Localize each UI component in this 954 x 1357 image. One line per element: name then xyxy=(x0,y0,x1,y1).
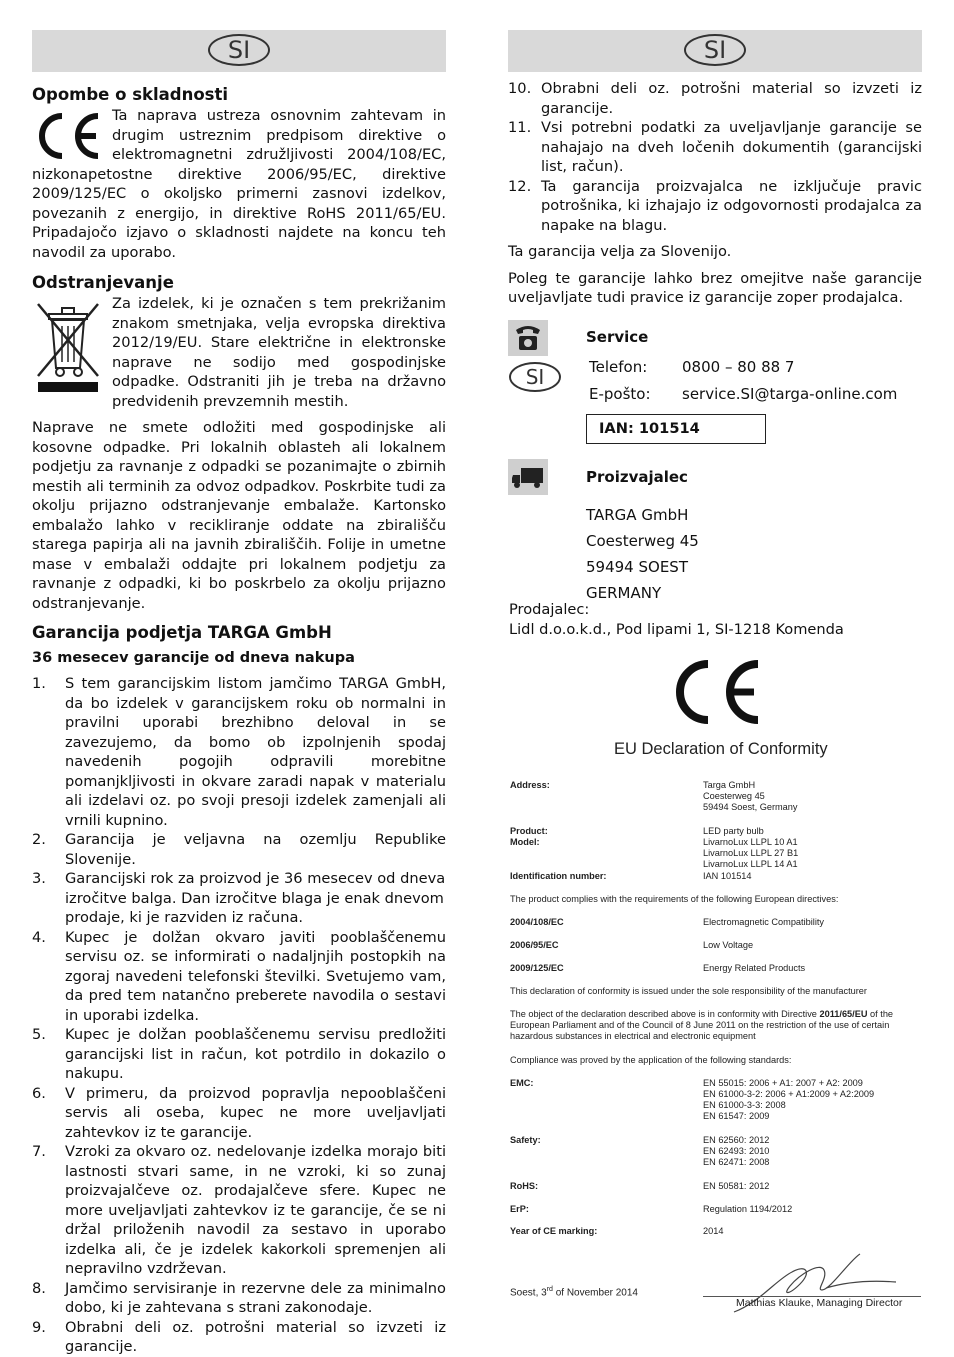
standard-value: EN 50581: 2012 xyxy=(703,1181,770,1191)
identification-value: IAN 101514 xyxy=(703,871,752,881)
signatory-name: Matthias Klauke, Managing Director xyxy=(736,1297,903,1309)
manufacturer-line: GERMANY xyxy=(586,584,662,602)
list-item: 9. Obrabni deli oz. potrošni material so izvzeti iz garancije. xyxy=(32,1318,446,1355)
left-column xyxy=(32,30,446,1357)
object-statement: The object of the declaration described above is in conformity with Directive 2011/65/EU of the European Parliament and of the Council of 8 June 2011 on the restriction of the use of certain hazardous substances in electrical and electronic equipment xyxy=(510,1009,894,1041)
place-date: Soest, 3rd of November 2014 xyxy=(510,1286,638,1299)
ian-box: IAN: 101514 xyxy=(586,414,766,444)
warranty-list-right xyxy=(508,79,922,235)
address-label: Address: xyxy=(510,780,550,790)
standard-label: EMC: xyxy=(510,1078,534,1088)
compliance-text: Ta naprava ustreza osnovnim zahtevam in drugim ustreznim predpisom direktive o elektromagnetni združljivosti 2004/108/EC, nizkonapetostne direktive 2006/95/EC, direktive 2009/125/EC o okoljsko primerni zasnovi izdelkov, povezanih z energijo, in direktive RoHS 2011/65/EU. Pripadajočo izjavo o skladnosti najdete na koncu teh navodil za uporabo. xyxy=(32,107,446,261)
language-tag: SI xyxy=(208,34,270,66)
responsibility-statement: This declaration of conformity is issued under the sole responsibility of the manufacturer xyxy=(510,986,867,996)
service-country-tag: SI xyxy=(509,362,561,392)
disposal-text-2: Naprave ne smete odložiti med gospodinjske ali kosovne odpadke. Pri lokalnih oblasteh ali lokalnem podjetju za ravnanje z odpadki se pozanimajte o zbirnih mestih ali terminih za odvoz odpadkov. Poskrbite tudi za okolju prijazno odstranjevanje embalaže. Kartonsko embalažo lahko v recikliranje oddate na zbirališču starega papirja ali na javnih zbirališčih. Folije in umetne mase v embalaži oddajte pri lokalnem podjetju za ravnanje z odpadki, ki bo poskrbelo za okolju prijazno odstranjevanje. xyxy=(32,419,446,612)
list-item: 7. Vzroki za okvaro oz. nedelovanje izdelka morajo biti lastnosti stvari same, in ne vzroki, ki so zunaj proizvajalčeve oz. prodajalčeve sfere. Kupec ne more uveljavljati zahtevkov iz te garancije, če se ni držal priloženih navodil za sestavo in uporabo izdelka ali, če je izdelek kakorkoli spremenjen ali nepravilno vzdrževan. xyxy=(32,1143,446,1277)
telephone-icon xyxy=(508,320,548,356)
model-label: Model: xyxy=(510,837,540,847)
warranty-valid-for: Ta garancija velja za Slovenijo. xyxy=(508,243,732,260)
directive-code: 2004/108/EC xyxy=(510,917,564,927)
warranty-title: Garancija podjetja TARGA GmbH xyxy=(32,623,332,642)
signature-image xyxy=(720,1250,910,1320)
warranty-list-left xyxy=(32,674,446,1357)
manufacturer-heading: Proizvajalec xyxy=(586,468,688,486)
standard-label: Safety: xyxy=(510,1135,541,1145)
right-column xyxy=(508,30,922,308)
list-item: 3. Garancijski rok za proizvod je 36 mesecev od dneva izročitve balga. Dan izročitve blaga je enak dnevom prodaje, ki je razviden iz računa. xyxy=(32,870,446,926)
phone-value[interactable]: 0800 – 80 88 7 xyxy=(682,358,795,376)
list-item: 5. Kupec je dolžan pooblaščenemu servisu predložiti garancijski list in račun, kot potrdilo in dokazilo o nakupu. xyxy=(32,1026,446,1082)
declaration-title: EU Declaration of Conformity xyxy=(614,740,828,758)
crossed-bin-icon xyxy=(32,296,104,396)
ce-mark-large-icon xyxy=(668,658,764,726)
directive-name: Low Voltage xyxy=(703,940,754,950)
standard-label: ErP: xyxy=(510,1204,529,1214)
directive-name: Energy Related Products xyxy=(703,963,806,973)
email-label: E-pošto: xyxy=(589,385,651,403)
ce-mark-icon xyxy=(32,110,104,162)
directive-name: Electromagnetic Compatibility xyxy=(703,917,825,927)
truck-icon xyxy=(508,459,548,495)
list-item: 10. Obrabni deli oz. potrošni material so izvzeti iz garancije. xyxy=(508,80,922,117)
list-item: 8. Jamčimo servisiranje in rezervne dele za minimalno dobo, ki je zahtevana s strani zakonodaje. xyxy=(32,1279,446,1316)
seller-text: Lidl d.o.o.k.d., Pod lipami 1, SI-1218 Komenda xyxy=(509,621,844,638)
list-item: 2. Garancija je veljavna na ozemlju Republike Slovenije. xyxy=(32,831,446,868)
manufacturer-address xyxy=(586,502,699,606)
standard-label: Year of CE marking: xyxy=(510,1226,598,1236)
standards-intro: Compliance was proved by the application of the following standards: xyxy=(510,1055,792,1065)
language-tag-right: SI xyxy=(684,34,746,66)
email-value[interactable]: service.SI@targa-online.com xyxy=(682,385,898,403)
model-value: LivarnoLux LLPL 10 A1 LivarnoLux LLPL 27 B1 LivarnoLux LLPL 14 A1 xyxy=(703,837,799,869)
directives-intro: The product complies with the requirements of the following European directives: xyxy=(510,894,839,904)
disposal-title: Odstranjevanje xyxy=(32,273,174,292)
list-item: 12. Ta garancija proizvajalca ne izključuje pravic potrošnika, ki izhajajo iz odgovornosti prodajalca za napake na blagu. xyxy=(508,177,922,234)
list-item: 6. V primeru, da proizvod popravlja nepooblaščeni servis ali oseba, kupec ne more uveljavljati zahtevkov iz te garancije. xyxy=(32,1084,446,1141)
language-header-bar-right xyxy=(508,30,922,72)
manufacturer-line: Coesterweg 45 xyxy=(586,532,699,550)
standard-value: Regulation 1194/2012 xyxy=(703,1204,793,1214)
language-header-bar xyxy=(32,30,446,72)
list-item: 11. Vsi potrebni podatki za uveljavljanje garancije se nahajajo na dveh ločenih dokumentih (garancijski list, račun). xyxy=(508,119,922,175)
identification-label: Identification number: xyxy=(510,871,607,881)
address-value: Targa GmbH Coesterweg 45 59494 Soest, Germany xyxy=(703,780,798,812)
seller-label: Prodajalec: xyxy=(509,601,590,618)
standard-value: EN 62560: 2012 EN 62493: 2010 EN 62471: 2008 xyxy=(703,1135,770,1167)
list-item: 1. S tem garancijskim listom jamčimo TARGA GmbH, da bo izdelek v garancijskem roku ob normalni in pravilni uporabi brezhibno deloval in se zavezujemo, da bomo ob izpolnjenih spodaj navedenih pogojih odpravili morebitne pomanjkljivosti in okvare zaradi napak v materialu ali izdelavi oz. po svoji presoji izdelek zamenjali ali vrnili kupnino. xyxy=(32,675,446,829)
compliance-title: Opombe o skladnosti xyxy=(32,85,229,104)
disposal-text-1: Za izdelek, ki je označen s tem prekrižanim znakom smetnjaka, velja evropska direktiva 2012/19/EU. Stare električne in elektronske naprave ne sodijo med gospodinjske odpadke. Odstraniti jih je treba na državno predvidenih prevzemnih mestih. xyxy=(112,295,446,410)
directive-code: 2009/125/EC xyxy=(510,963,564,973)
phone-label: Telefon: xyxy=(589,358,648,376)
standard-value: 2014 xyxy=(703,1226,724,1236)
warranty-subtitle: 36 mesecev garancije od dneva nakupa xyxy=(32,650,355,666)
service-heading: Service xyxy=(586,328,649,346)
standard-value: EN 55015: 2006 + A1: 2007 + A2: 2009 EN 61000-3-2: 2006 + A1:2009 + A2:2009 EN 61000-3-3: 2008 EN 61547: 2009 xyxy=(703,1078,875,1121)
standard-label: RoHS: xyxy=(510,1181,539,1191)
list-item: 4. Kupec je dolžan okvaro javiti pooblaščenemu servisu oz. se informirati o nadaljnjih postopkih na zgoraj navedeni telefonski številki. Svetujemo vam, da pred tem natančno preberete navodila o sestavi in uporabi izdelka. xyxy=(32,928,446,1024)
manufacturer-line: 59494 SOEST xyxy=(586,558,688,576)
manufacturer-line: TARGA GmbH xyxy=(586,506,689,524)
directive-code: 2006/95/EC xyxy=(510,940,559,950)
product-value: LED party bulb xyxy=(703,826,764,836)
warranty-additional: Poleg te garancije lahko brez omejitve naše garancije uveljavljate tudi pravice iz garancije zoper prodajalca. xyxy=(508,269,922,306)
product-label: Product: xyxy=(510,826,548,836)
